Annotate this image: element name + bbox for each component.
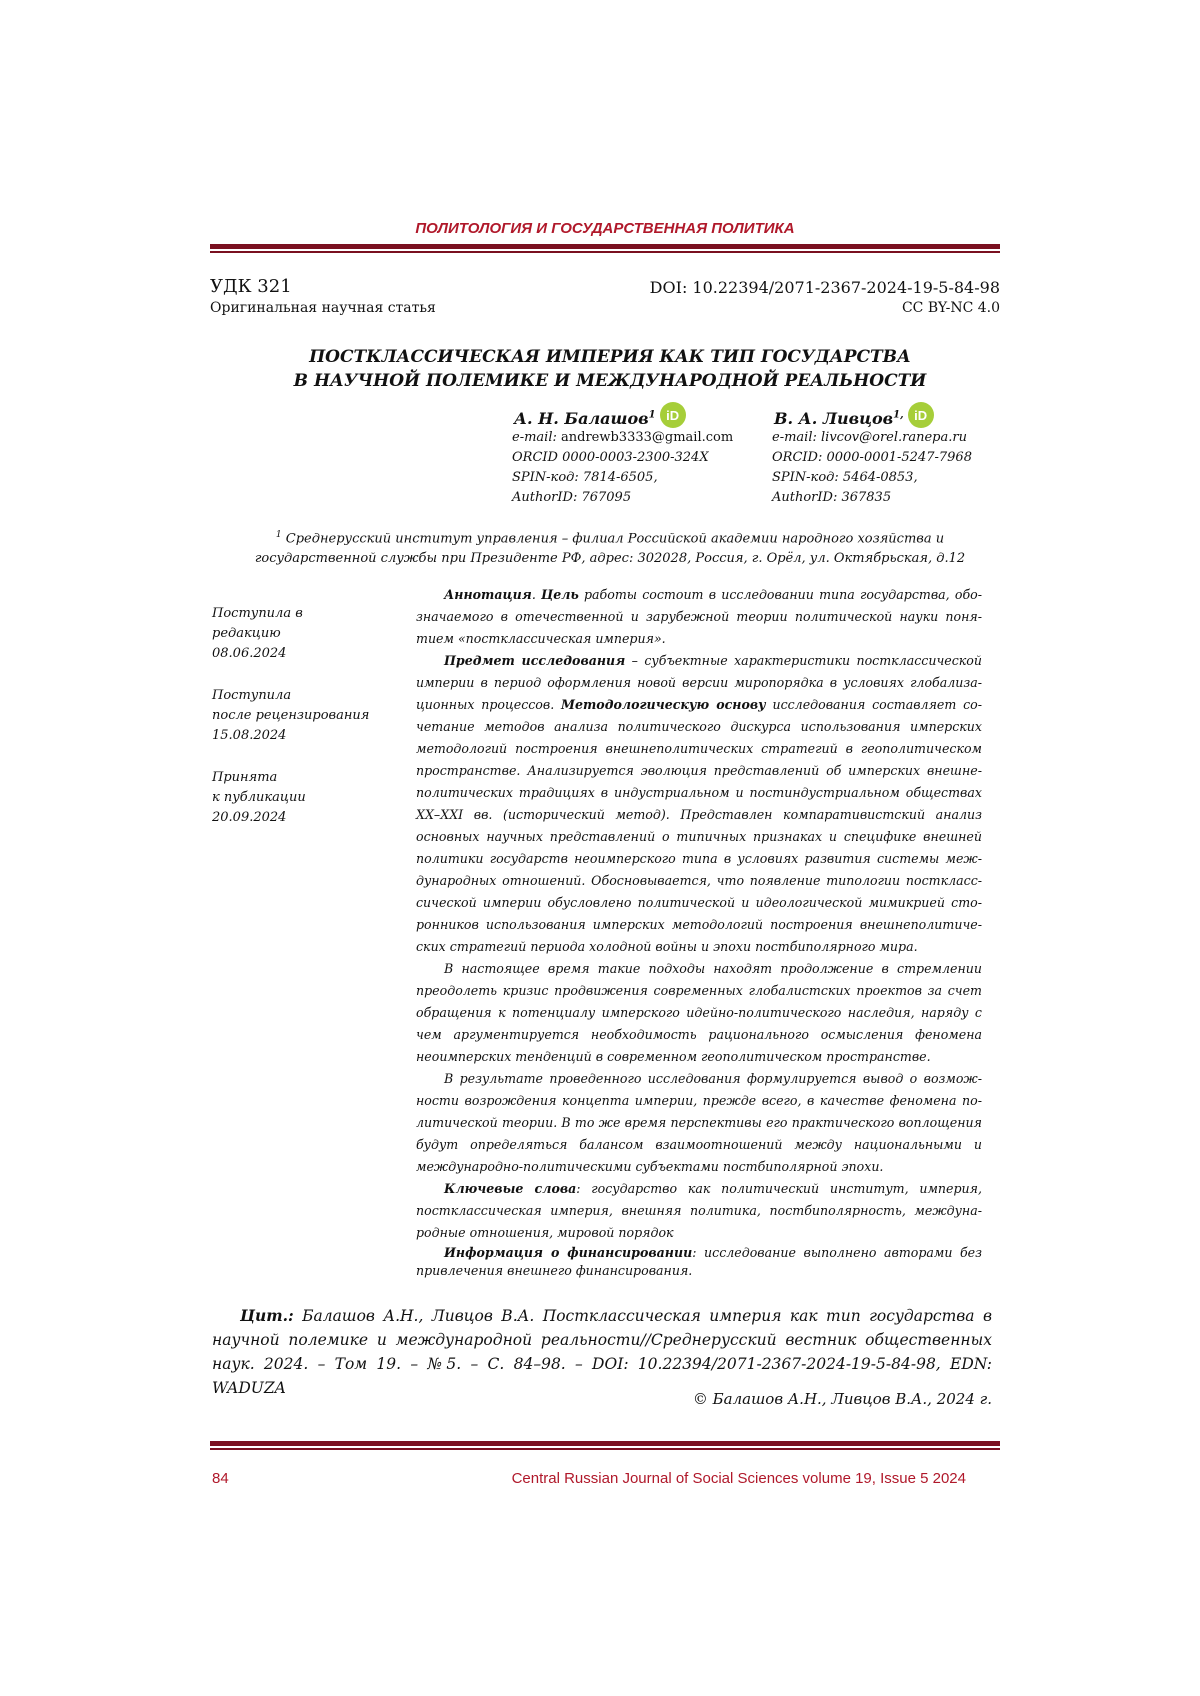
author-orcid: ORCID: 0000-0001-5247-7968 (772, 450, 972, 465)
article-title-line: ПОСТКЛАССИЧЕСКАЯ ИМПЕРИЯ КАК ТИП ГОСУДАРСТВА (309, 347, 911, 367)
doi[interactable]: DOI: 10.22394/2071-2367-2024-19-5-84-98 (649, 278, 1000, 297)
footer-rule-thin (210, 1448, 1000, 1450)
abstract-paragraph: В настоящее время такие подходы находят продолжение в стремлении преодолеть кризис продвижения современных глобалистских проектов за счет обращения к потенциалу имперского идейно-политического наследия, наряду с чем аргументируется необходимость рационального осмысления феномена неоимперских тенденций в современном геополитическом пространстве. (416, 961, 982, 1064)
abstract-paragraph: В результате проведенного исследования формулируется вывод о возмож-ности возрождения концепта империи, прежде всего, в качестве феномена по-литической теории. В то же время перспективы его практического воплощения будут определяться балансом взаимоотношений между национальными и международно-политическими субъектами постбиполярной эпохи. (416, 1071, 982, 1174)
article-title-line: В НАУЧНОЙ ПОЛЕМИКЕ И МЕЖДУНАРОДНОЙ РЕАЛЬНОСТИ (293, 371, 927, 391)
author-2 (774, 402, 934, 428)
author-name: А. Н. Балашов$^1$ (514, 409, 656, 428)
affiliation: $^1$ Среднерусский институт управления – филиал Российской академии народного хозяйства и государственной службы при Президенте РФ, адрес: 302028, Россия, г. Орёл, ул. Октябрьская, д.12 (254, 530, 966, 567)
abstract-subject: Предмет исследования – субъектные характеристики постклассической империи в период оформления новой версии миропорядка в условиях глобализа-ционных процессов. Методологическую основу исследования составляет со-четание методов анализа политического дискурса использования имперских методологий построения внешнеполитических стратегий в геополитическом пространстве. Анализируется эволюция представлений об имперских внешне-политических традициях в индустриальном и постиндустриальном обществах XX–XXI вв. (исторический метод). Представлен компаративистский анализ основных научных представлений о типичных признаках и специфике внешней политики государств неоимперского типа в условиях развития системы меж-дународных отношений. Обосновывается, что появление типологии посткласс-сической империи обусловлено политической и идеологической мимикрией сто-ронников использования имперских методологий построения внешнеполитиче-ских стратегий периода холодной войны и эпохи постбиполярного мира. (416, 653, 982, 954)
header-rule-thin (210, 251, 1000, 253)
author-spin: SPIN-код: 7814-6505, (512, 470, 658, 485)
section-title: ПОЛИТОЛОГИЯ И ГОСУДАРСТВЕННАЯ ПОЛИТИКА (415, 220, 795, 237)
license: CC BY-NC 4.0 (901, 300, 1000, 316)
orcid-icon[interactable]: iD (660, 402, 686, 428)
author-spin: SPIN-код: 5464-0853, (772, 470, 918, 485)
footer-rule (210, 1441, 1000, 1446)
journal-name: Central Russian Journal of Social Sciences volume 19, Issue 5 2024 (511, 1470, 966, 1487)
received-date: Поступила в редакцию 08.06.2024 (212, 606, 303, 661)
accepted-date: Принята к публикации 20.09.2024 (212, 770, 306, 825)
author-email: e-mail: livcov@orel.ranepa.ru (772, 430, 967, 445)
citation: Цит.: Балашов А.Н., Ливцов В.А. Постклассическая империя как тип государства в научной полемике и международной реальности//Среднерусский вестник общественных наук. 2024. – Том 19. – №5. – С. 84–98. – DOI: 10.22394/2071-2367-2024-19-5-84-98, EDN: WADUZA (212, 1306, 992, 1397)
header-rule (210, 244, 1000, 249)
author-orcid: ORCID 0000-0003-2300-324X (512, 450, 709, 465)
orcid-icon[interactable]: iD (908, 402, 934, 428)
author-authorid: AuthorID: 767095 (512, 490, 632, 505)
author-authorid: AuthorID: 367835 (772, 490, 892, 505)
author-1 (514, 402, 686, 428)
article-title (250, 345, 970, 393)
udk: УДК 321 (210, 276, 292, 297)
revised-date: Поступила после рецензирования 15.08.2024 (212, 688, 370, 743)
copyright: © Балашов А.Н., Ливцов В.А., 2024 г. (692, 1390, 992, 1408)
abstract (416, 584, 982, 1280)
funding: Информация о финансировании: исследование выполнено авторами без привлечения внешнего финансирования. (416, 1245, 982, 1278)
author-2-info (772, 428, 972, 508)
author-email-link[interactable]: andrewb3333@gmail.com (561, 430, 734, 445)
author-email: e-mail: andrewb3333@gmail.com (512, 430, 734, 445)
article-type: Оригинальная научная статья (210, 300, 436, 316)
keywords: Ключевые слова: государство как политический институт, империя, постклассическая империя, внешняя политика, постбиполярность, междуна-родные отношения, мировой порядок (416, 1181, 982, 1240)
author-1-info (512, 428, 733, 508)
abstract-goal: Аннотация. Цель работы состоит в исследовании типа государства, обо-значаемого в отечественной и зарубежной теории политической науки поня-тием «постклассическая империя». (416, 587, 982, 646)
author-email-link[interactable]: livcov@orel.ranepa.ru (821, 430, 967, 445)
author-name: В. А. Ливцов$^{1,}$ (774, 409, 904, 428)
page-number: 84 (212, 1470, 229, 1487)
